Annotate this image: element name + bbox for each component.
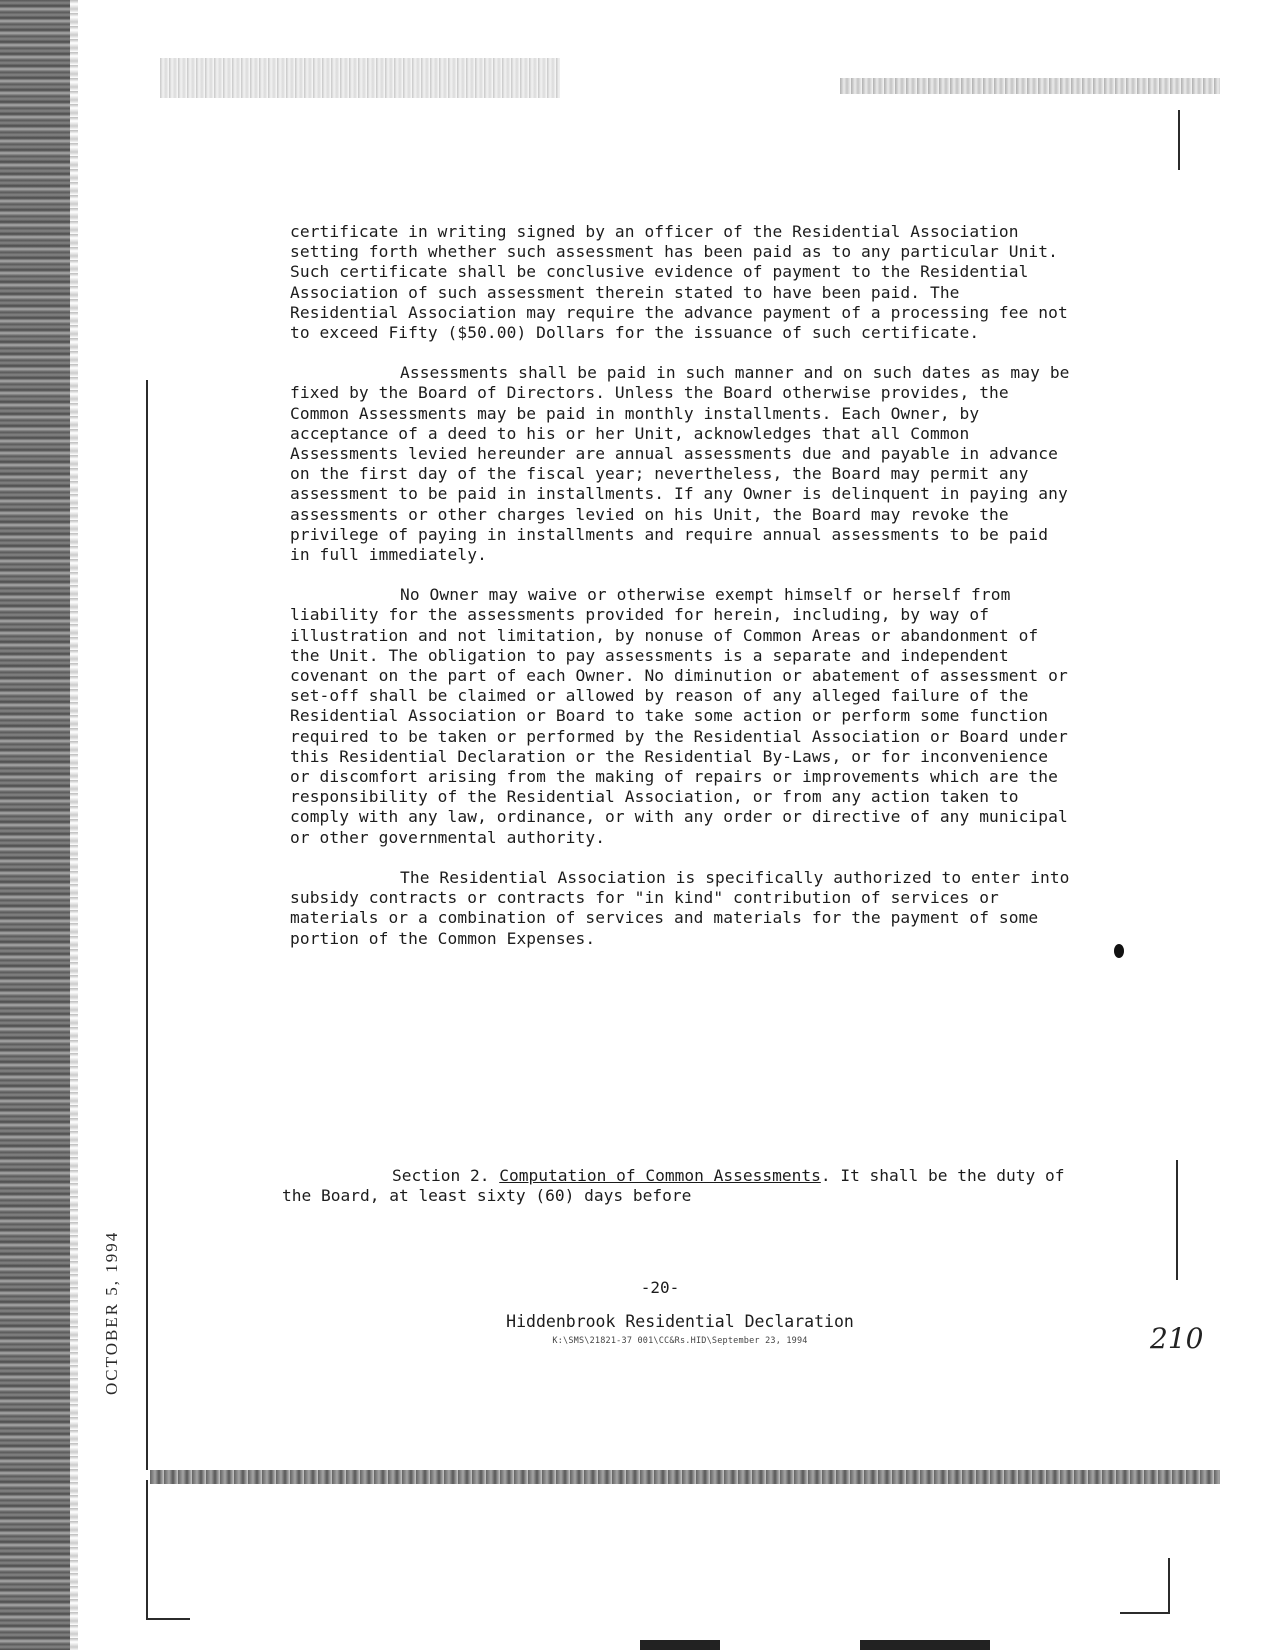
- right-margin-line-top: [1178, 110, 1180, 170]
- right-margin-line-mid: [1176, 1160, 1178, 1280]
- paragraph-4: The Residential Association is specifically authorized to enter into subsidy contracts or contracts for "in kind" contribution of services or materials or a combination of services and materials for the payment of some portion of the Common Expenses.: [290, 867, 1070, 948]
- bottom-tab-1: [640, 1640, 720, 1650]
- page-number: -20-: [640, 1278, 680, 1297]
- bottom-tab-2: [860, 1640, 990, 1650]
- binding-edge: [0, 0, 70, 1650]
- ink-speck: [1114, 944, 1124, 958]
- binding-shadow: [70, 0, 78, 1650]
- scan-noise-top-right: [840, 78, 1220, 94]
- paragraph-1: certificate in writing signed by an officer of the Residential Association setting forth whether such assessment has been paid as to any particular Unit. Such certificate shall be conclusive evidence of payment to the Residential Association of such assessment therein stated to have been paid. The Residential Association may require the advance payment of a processing fee not to exceed Fifty ($50.00) Dollars for the issuance of such certificate.: [290, 222, 1068, 343]
- paragraph-3: No Owner may waive or otherwise exempt himself or herself from liability for the assessments provided for herein, including, by way of illustration and not limitation, by nonuse of Common Areas or abandonment of the Unit. The obligation to pay assessments is a separate and independent covenant on the part of each Owner. No diminution or abatement of assessment or set-off shall be claimed or allowed by reason of any alleged failure of the Residential Association or Board to take some action or perform some function required to be taken or performed by the Residential Association or Board under this Residential Declaration or the Residential By-Laws, or for inconvenience or discomfort arising from the making of repairs or improvements which are the responsibility of the Residential Association, or from any action taken to comply with any law, ordinance, or with any order or directive of any municipal or other governmental authority.: [290, 585, 1068, 847]
- left-corner-vertical: [146, 1480, 148, 1620]
- date-stamp: OCTOBER 5, 1994: [102, 1230, 121, 1395]
- section-label: Section 2.: [392, 1166, 490, 1185]
- body-text: [290, 222, 1070, 969]
- section-title: Computation of Common Assessments: [499, 1166, 821, 1185]
- section-text: . It shall be the duty of the Board, at least sixty (60) days before: [282, 1166, 1065, 1206]
- right-corner-horizontal: [1120, 1612, 1170, 1614]
- scan-band-bottom: [150, 1470, 1220, 1484]
- paragraph-2: Assessments shall be paid in such manner and on such dates as may be fixed by the Board of Directors. Unless the Board otherwise provides, the Common Assessments may be paid in monthly installments. Each Owner, by acceptance of a deed to his or her Unit, acknowledges that all Common Assessments levied hereunder are annual assessments due and payable in advance on the first day of the fiscal year; nevertheless, the Board may permit any assessment to be paid in installments. If any Owner is delinquent in paying any assessments or other charges levied on his Unit, the Board may revoke the privilege of paying in installments and require annual assessments to be paid in full immediately.: [290, 363, 1070, 565]
- scan-noise-top-left: [160, 58, 560, 98]
- footer-title: Hiddenbrook Residential Declaration: [506, 1312, 854, 1331]
- page-stamp-number: 210: [1150, 1322, 1204, 1355]
- footer-file-path: K:\SMS\21821-37 001\CC&Rs.HID\September 23, 1994: [552, 1336, 808, 1346]
- left-margin-line: [146, 380, 148, 1470]
- left-corner-horizontal: [146, 1618, 190, 1620]
- section-2-heading: [282, 1166, 1082, 1206]
- right-corner-vertical: [1168, 1558, 1170, 1614]
